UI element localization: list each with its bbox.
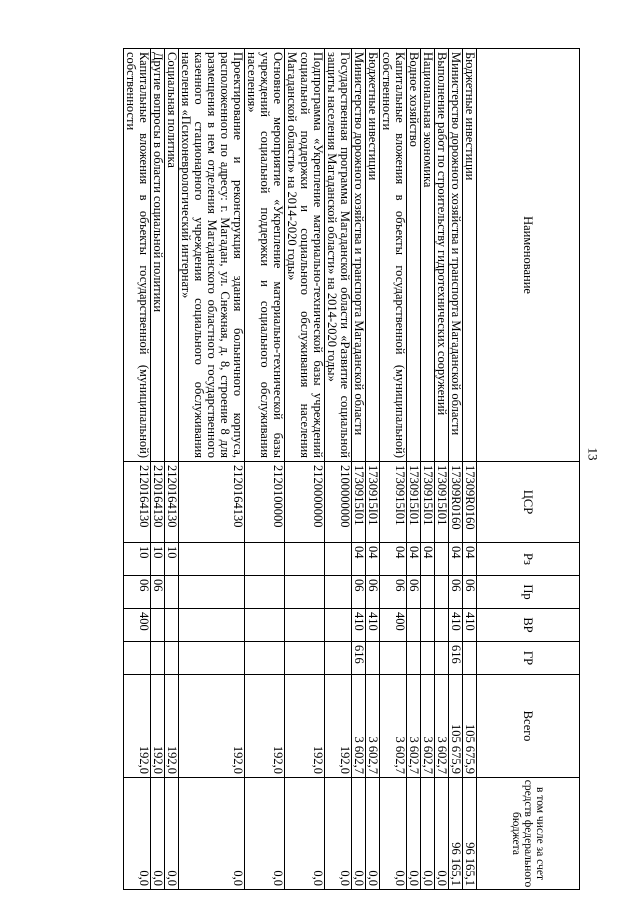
cell-csr: 1730915I01 — [421, 462, 435, 543]
header-federal: в том числе за счет средств федерального бюджета — [477, 778, 580, 890]
cell-rz: 04 — [449, 543, 463, 576]
cell-gr — [151, 642, 165, 675]
cell-name: Выполнение работ по строительству гидротехнических сооружений — [435, 49, 449, 462]
header-csr: ЦСР — [477, 462, 580, 543]
cell-pr — [421, 576, 435, 609]
cell-gr: 616 — [449, 642, 463, 675]
cell-federal: 0,0 — [151, 778, 165, 890]
cell-csr: 1730915I01 — [352, 462, 366, 543]
cell-vr: 410 — [463, 609, 477, 642]
cell-federal: 0,0 — [366, 778, 380, 890]
cell-gr — [245, 642, 285, 675]
cell-federal: 0,0 — [179, 778, 245, 890]
cell-gr — [179, 642, 245, 675]
cell-vr: 400 — [124, 609, 151, 642]
cell-pr: 06 — [124, 576, 151, 609]
cell-rz: 04 — [366, 543, 380, 576]
cell-rz: 04 — [463, 543, 477, 576]
cell-federal: 0,0 — [165, 778, 179, 890]
cell-csr: 1730915I01 — [366, 462, 380, 543]
cell-rz — [435, 543, 449, 576]
cell-vr: 410 — [366, 609, 380, 642]
cell-gr — [124, 642, 151, 675]
cell-name: Капитальные вложения в объекты государственной (муниципальной) собственности — [380, 49, 407, 462]
page-number: 13 — [585, 447, 601, 461]
cell-rz — [179, 543, 245, 576]
cell-pr — [285, 576, 325, 609]
header-rz: Рз — [477, 543, 580, 576]
cell-csr: 1730915I01 — [407, 462, 421, 543]
cell-rz: 10 — [165, 543, 179, 576]
table-row — [124, 49, 151, 890]
cell-rz — [245, 543, 285, 576]
cell-name: Министерство дорожного хозяйства и транспорта Магаданской области — [449, 49, 463, 462]
cell-vr — [285, 609, 325, 642]
cell-pr — [245, 576, 285, 609]
cell-csr: 2120000000 — [285, 462, 325, 543]
cell-rz: 04 — [407, 543, 421, 576]
cell-pr: 06 — [380, 576, 407, 609]
cell-federal: 0,0 — [435, 778, 449, 890]
cell-total: 192,0 — [165, 675, 179, 778]
table-row — [165, 49, 179, 890]
cell-total: 3 602,7 — [407, 675, 421, 778]
cell-vr — [165, 609, 179, 642]
cell-rz: 04 — [421, 543, 435, 576]
table-row — [151, 49, 165, 890]
cell-name: Основное мероприятие «Укрепление материально-технической базы учреждений социальной поддержки и социального обслуживания населения» — [245, 49, 285, 462]
cell-vr — [151, 609, 165, 642]
cell-csr: 2120164130 — [151, 462, 165, 543]
table-row — [449, 49, 463, 890]
cell-name: Проектирование и реконструкция здания больничного корпуса, расположенного по адресу: г. Магадан, ул. Снежная, д. 8, строение 8 для размещения в нем отделения Магаданского областного государственного казенного стационарного учреждения социального обслуживания населения «Психоневрологический интернат» — [179, 49, 245, 462]
header-gr: ГР — [477, 642, 580, 675]
cell-csr: 2120100000 — [245, 462, 285, 543]
cell-federal: 96 165,1 — [463, 778, 477, 890]
cell-pr — [435, 576, 449, 609]
cell-federal: 0,0 — [325, 778, 352, 890]
header-pr: Пр — [477, 576, 580, 609]
cell-pr — [165, 576, 179, 609]
cell-csr: 2120164130 — [124, 462, 151, 543]
cell-csr: 2120164130 — [165, 462, 179, 543]
cell-federal: 0,0 — [124, 778, 151, 890]
cell-total: 3 602,7 — [421, 675, 435, 778]
cell-gr — [463, 642, 477, 675]
cell-rz — [285, 543, 325, 576]
table-row — [366, 49, 380, 890]
header-total: Всего — [477, 675, 580, 778]
cell-csr: 17309R0160 — [463, 462, 477, 543]
cell-total: 3 602,7 — [380, 675, 407, 778]
cell-federal: 0,0 — [352, 778, 366, 890]
cell-vr: 410 — [449, 609, 463, 642]
cell-total: 105 675,9 — [449, 675, 463, 778]
cell-pr — [325, 576, 352, 609]
cell-pr: 06 — [366, 576, 380, 609]
cell-pr: 06 — [463, 576, 477, 609]
cell-gr — [366, 642, 380, 675]
cell-total: 105 675,9 — [463, 675, 477, 778]
rotated-page — [36, 48, 580, 889]
table-row — [352, 49, 366, 890]
cell-name: Национальная экономика — [421, 49, 435, 462]
cell-csr: 2120164130 — [179, 462, 245, 543]
table-row — [285, 49, 325, 890]
cell-name: Бюджетные инвестиции — [366, 49, 380, 462]
cell-federal: 0,0 — [245, 778, 285, 890]
cell-vr — [421, 609, 435, 642]
cell-name: Подпрограмма «Укрепление материально-технической базы учреждений социальной поддержки и социального обслуживания населения Магаданской области» на 2014-2020 годы» — [285, 49, 325, 462]
cell-gr — [407, 642, 421, 675]
cell-vr — [245, 609, 285, 642]
cell-name: Социальная политика — [165, 49, 179, 462]
cell-gr: 616 — [352, 642, 366, 675]
cell-name: Капитальные вложения в объекты государственной (муниципальной) собственности — [124, 49, 151, 462]
cell-name: Другие вопросы в области социальной политики — [151, 49, 165, 462]
cell-total: 192,0 — [179, 675, 245, 778]
header-vr: ВР — [477, 609, 580, 642]
cell-rz: 10 — [124, 543, 151, 576]
cell-total: 3 602,7 — [352, 675, 366, 778]
cell-federal: 0,0 — [285, 778, 325, 890]
cell-csr: 17309R0160 — [449, 462, 463, 543]
cell-csr: 1730915I01 — [380, 462, 407, 543]
cell-gr — [325, 642, 352, 675]
cell-total: 192,0 — [285, 675, 325, 778]
cell-total: 192,0 — [124, 675, 151, 778]
cell-total: 192,0 — [245, 675, 285, 778]
cell-vr — [179, 609, 245, 642]
budget-table — [123, 48, 580, 890]
table-row — [245, 49, 285, 890]
cell-total: 192,0 — [151, 675, 165, 778]
cell-name: Водное хозяйство — [407, 49, 421, 462]
table-row — [325, 49, 352, 890]
cell-name: Бюджетные инвестиции — [463, 49, 477, 462]
table-body — [124, 49, 477, 890]
header-name: Наименование — [477, 49, 580, 462]
table-row — [407, 49, 421, 890]
cell-rz — [325, 543, 352, 576]
cell-rz: 04 — [380, 543, 407, 576]
table-header-row — [477, 49, 580, 890]
cell-name: Государственная программа Магаданской области «Развитие социальной защиты населения Магаданской области» на 2014-2020 годы» — [325, 49, 352, 462]
cell-federal: 0,0 — [407, 778, 421, 890]
cell-pr: 06 — [449, 576, 463, 609]
cell-name: Министерство дорожного хозяйства и транспорта Магаданской области — [352, 49, 366, 462]
cell-federal: 96 165,1 — [449, 778, 463, 890]
cell-vr: 410 — [352, 609, 366, 642]
cell-csr: 1730915I01 — [435, 462, 449, 543]
cell-rz: 10 — [151, 543, 165, 576]
cell-vr — [435, 609, 449, 642]
cell-vr — [325, 609, 352, 642]
cell-gr — [421, 642, 435, 675]
cell-total: 3 602,7 — [366, 675, 380, 778]
table-row — [435, 49, 449, 890]
cell-gr — [435, 642, 449, 675]
cell-gr — [285, 642, 325, 675]
cell-federal: 0,0 — [421, 778, 435, 890]
cell-rz: 04 — [352, 543, 366, 576]
cell-pr: 06 — [151, 576, 165, 609]
cell-total: 192,0 — [325, 675, 352, 778]
cell-gr — [165, 642, 179, 675]
cell-pr: 06 — [352, 576, 366, 609]
cell-federal: 0,0 — [380, 778, 407, 890]
table-row — [380, 49, 407, 890]
cell-vr: 400 — [380, 609, 407, 642]
table-row — [179, 49, 245, 890]
table-row — [463, 49, 477, 890]
cell-pr — [179, 576, 245, 609]
cell-pr: 06 — [407, 576, 421, 609]
cell-gr — [380, 642, 407, 675]
table-row — [421, 49, 435, 890]
cell-total: 3 602,7 — [435, 675, 449, 778]
cell-vr — [407, 609, 421, 642]
cell-csr: 2100000000 — [325, 462, 352, 543]
